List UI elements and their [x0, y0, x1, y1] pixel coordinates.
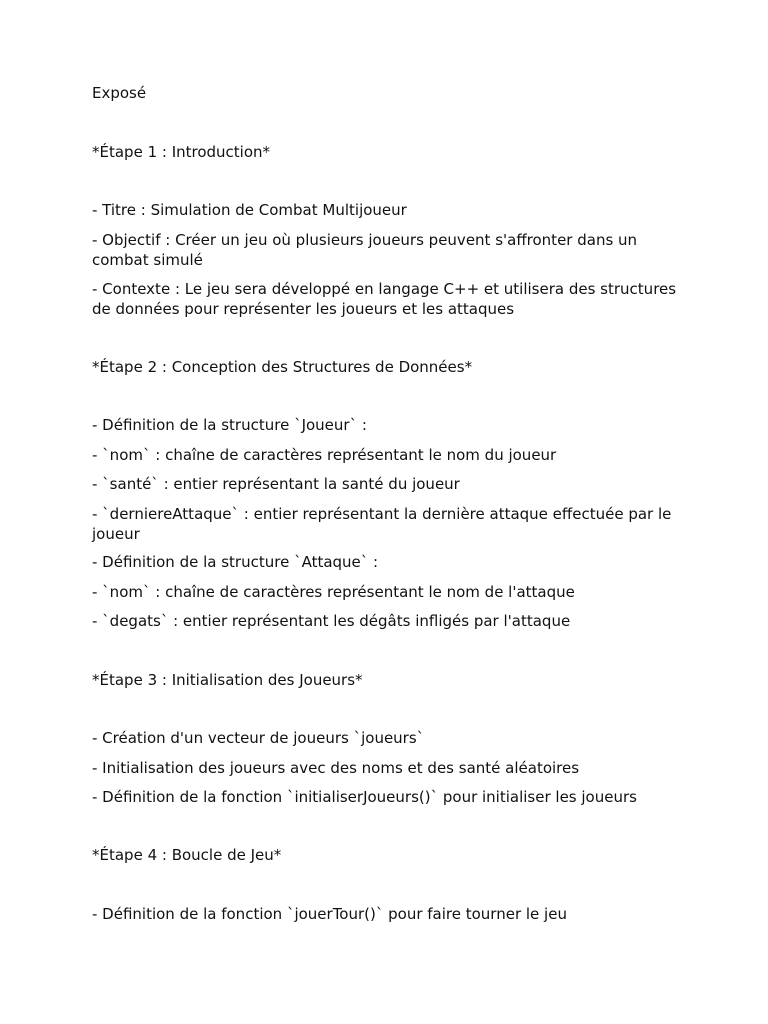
step-1-heading: *Étape 1 : Introduction*: [92, 143, 271, 161]
step-1-item-context: - Contexte : Le jeu sera développé en langage C++ et utilisera des structures de données pour représenter les joueurs et les attaques: [92, 280, 677, 318]
step-4-heading: *Étape 4 : Boucle de Jeu*: [92, 846, 282, 864]
step-3-item-fonction: - Définition de la fonction `initialiserJoueurs()` pour initialiser les joueurs: [92, 788, 637, 806]
step-2-item-joueur-struct: - Définition de la structure `Joueur` :: [92, 416, 367, 434]
step-2-item-joueur-sante: - `santé` : entier représentant la santé du joueur: [92, 475, 460, 493]
step-1-item-objective: - Objectif : Créer un jeu où plusieurs joueurs peuvent s'affronter dans un combat simulé: [92, 231, 638, 269]
step-3-item-vecteur: - Création d'un vecteur de joueurs `joueurs`: [92, 729, 425, 747]
document-title: Exposé: [92, 84, 147, 102]
step-2-heading: *Étape 2 : Conception des Structures de Données*: [92, 358, 473, 376]
step-2-item-attaque-nom: - `nom` : chaîne de caractères représentant le nom de l'attaque: [92, 583, 575, 601]
step-3-item-initialisation: - Initialisation des joueurs avec des noms et des santé aléatoires: [92, 759, 580, 777]
step-2-item-attaque-struct: - Définition de la structure `Attaque` :: [92, 553, 379, 571]
step-2-item-joueur-derniere-attaque: - `derniereAttaque` : entier représentant la dernière attaque effectuée par le joueur: [92, 505, 672, 543]
step-2-item-attaque-degats: - `degats` : entier représentant les dégâts infligés par l'attaque: [92, 612, 571, 630]
step-4-item-jouer-tour: - Définition de la fonction `jouerTour()` pour faire tourner le jeu: [92, 905, 567, 923]
step-1-item-title: - Titre : Simulation de Combat Multijoueur: [92, 201, 407, 219]
step-3-heading: *Étape 3 : Initialisation des Joueurs*: [92, 671, 363, 689]
step-2-item-joueur-nom: - `nom` : chaîne de caractères représentant le nom du joueur: [92, 446, 557, 464]
